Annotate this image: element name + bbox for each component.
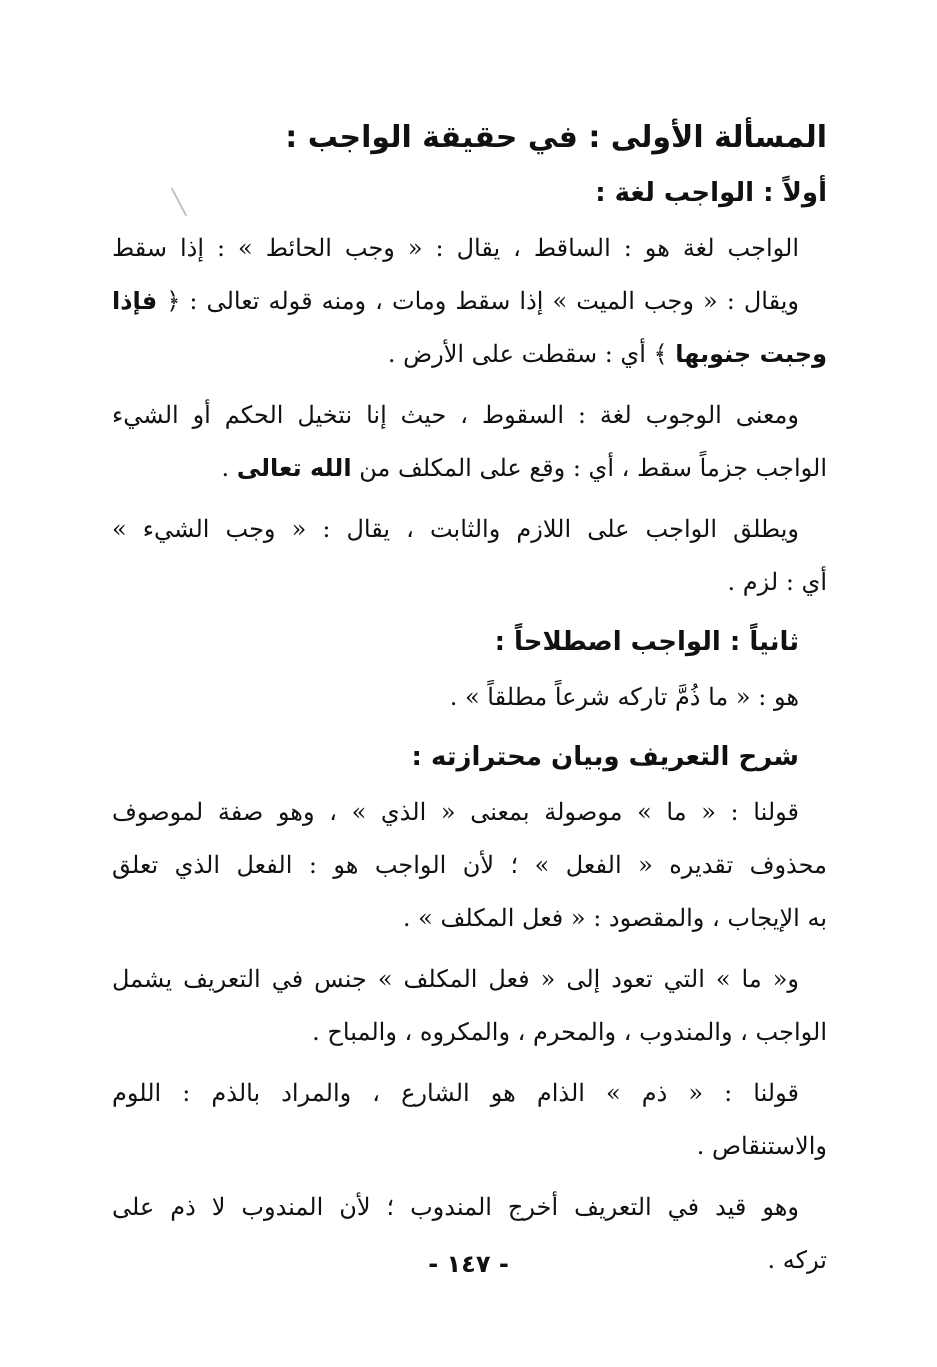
definition-line: هو : « ما ذُمَّ تاركه شرعاً مطلقاً » . bbox=[449, 683, 799, 711]
p5-line-1: قولنا : « ما » موصولة بمعنى « الذي » ، وهو صفة لموصوف bbox=[112, 798, 799, 826]
divine-name: الله تعالى bbox=[236, 454, 352, 482]
p6-line-1: و« ما » التي تعود إلى « فعل المكلف » جنس في التعريف يشمل bbox=[112, 965, 799, 993]
p1-line-3 bbox=[112, 328, 827, 381]
page-number: - ١٤٧ - bbox=[428, 1250, 509, 1278]
p7-line-1: قولنا : « ذم » الذام هو الشارع ، والمراد بالذم : اللوم bbox=[112, 1079, 799, 1107]
paragraph-6 bbox=[112, 953, 827, 1059]
quran-quote-start: فإذا bbox=[112, 287, 158, 315]
main-heading: المسألة الأولى : في حقيقة الواجب : bbox=[285, 120, 827, 155]
p6-line-2: الواجب ، والمندوب ، والمحرم ، والمكروه ، والمباح . bbox=[312, 1018, 827, 1046]
paragraph-4 bbox=[112, 671, 827, 724]
quran-quote-end: وجبت جنوبها bbox=[675, 340, 827, 368]
p2-line-2 bbox=[112, 442, 827, 495]
p2-line-2-text: الواجب جزماً سقط ، أي : وقع على المكلف من bbox=[359, 454, 827, 482]
heading-technical: ثانياً : الواجب اصطلاحاً : bbox=[494, 627, 799, 657]
p2-line-1: ومعنى الوجوب لغة : السقوط ، حيث إنا نتخيل الحكم أو الشيء bbox=[112, 401, 799, 429]
p1-line-3-text: ﴾ أي : سقطت على الأرض . bbox=[387, 340, 668, 368]
p5-line-2: محذوف تقديره « الفعل » ؛ لأن الواجب هو : الفعل الذي تعلق bbox=[112, 851, 827, 879]
p1-line-1: الواجب لغة هو : الساقط ، يقال : « وجب الحائط » : إذا سقط bbox=[112, 234, 799, 262]
heading-explanation: شرح التعريف وبيان محترازته : bbox=[411, 742, 799, 772]
paragraph-1 bbox=[112, 222, 827, 381]
p2-line-2-end: . bbox=[221, 454, 230, 482]
p8-line-1: وهو قيد في التعريف أخرج المندوب ؛ لأن المندوب لا ذم على bbox=[112, 1193, 799, 1221]
page-body bbox=[112, 112, 827, 1295]
p3-line-1: ويطلق الواجب على اللازم والثابت ، يقال : « وجب الشيء » bbox=[112, 515, 799, 543]
p3-line-2: أي : لزم . bbox=[727, 568, 827, 596]
paragraph-5 bbox=[112, 786, 827, 945]
p8-line-2: تركه . bbox=[767, 1246, 827, 1274]
p1-line-2-text: ويقال : « وجب الميت » إذا سقط ومات ، ومنه قوله تعالى : ﴿ bbox=[166, 287, 799, 315]
paragraph-2 bbox=[112, 389, 827, 495]
paragraph-3 bbox=[112, 503, 827, 609]
p1-line-2 bbox=[112, 275, 827, 328]
paragraph-7 bbox=[112, 1067, 827, 1173]
heading-linguistic: أولاً : الواجب لغة : bbox=[595, 178, 827, 208]
p5-line-3: به الإيجاب ، والمقصود : « فعل المكلف » . bbox=[402, 904, 827, 932]
p7-line-2: والاستنقاص . bbox=[696, 1132, 827, 1160]
